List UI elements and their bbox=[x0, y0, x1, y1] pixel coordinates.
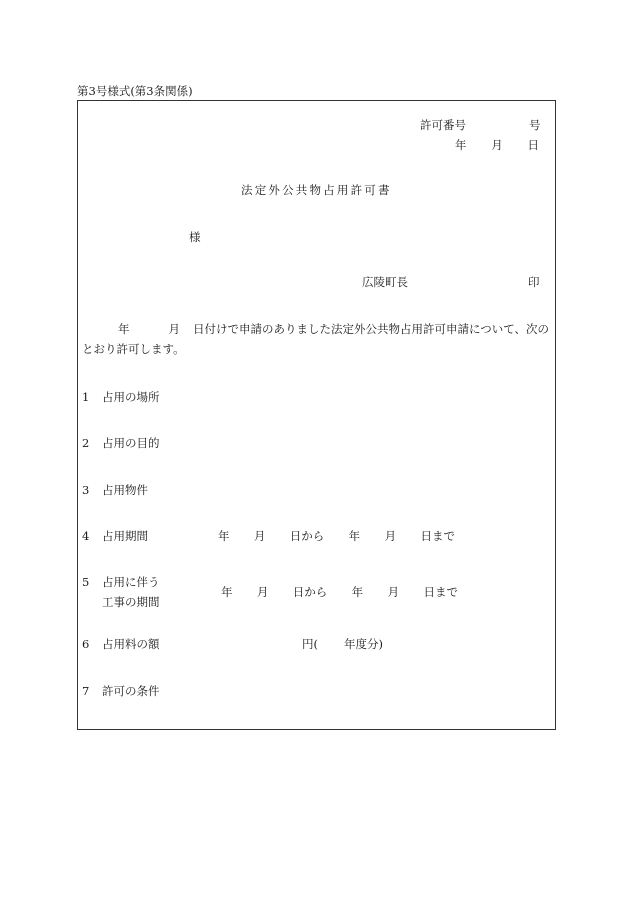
body-text-line-1 bbox=[118, 322, 549, 336]
period-start-month: 月 bbox=[253, 529, 266, 543]
body-text-1: 日付けで申請のありました法定外公共物占用許可申請について、次の bbox=[193, 322, 550, 336]
form-number-label: 第3号様式(第3条関係) bbox=[77, 84, 193, 98]
construction-end-year: 年 bbox=[351, 585, 364, 599]
construction-start-year: 年 bbox=[221, 585, 233, 599]
item-label-occupancy-period: 占用期間 bbox=[102, 529, 148, 543]
construction-end-month: 月 bbox=[387, 585, 400, 599]
permit-number-label: 許可番号 bbox=[420, 118, 466, 132]
seal-mark: 印 bbox=[528, 275, 540, 289]
fee-yen: 円( bbox=[302, 637, 318, 651]
document-title: 法定外公共物占用許可書 bbox=[241, 183, 392, 197]
item-number-5: 5 bbox=[82, 575, 90, 589]
body-text-line-2: とおり許可します。 bbox=[82, 342, 185, 356]
item-label-construction-period-line-1: 占用に伴う bbox=[102, 575, 160, 589]
occupancy-fee-field bbox=[302, 637, 383, 651]
construction-start-month: 月 bbox=[256, 585, 269, 599]
issue-date-day: 日 bbox=[527, 138, 539, 152]
issuer-name: 広陵町長 bbox=[362, 275, 408, 289]
item-label-occupancy-purpose: 占用の目的 bbox=[102, 436, 160, 450]
fee-fiscal-year: 年度分) bbox=[344, 637, 383, 651]
period-end-month: 月 bbox=[384, 529, 397, 543]
issue-date-year: 年 bbox=[455, 138, 467, 152]
occupancy-period-fields bbox=[218, 529, 455, 543]
item-label-occupancy-location: 占用の場所 bbox=[102, 390, 160, 404]
application-year: 年 bbox=[118, 322, 130, 336]
addressee-suffix: 様 bbox=[189, 230, 201, 244]
item-label-occupancy-fee: 占用料の額 bbox=[102, 637, 160, 651]
item-number-2: 2 bbox=[82, 436, 90, 450]
construction-end-day: 日まで bbox=[423, 585, 458, 599]
item-number-1: 1 bbox=[82, 390, 90, 404]
period-end-year: 年 bbox=[348, 529, 361, 543]
item-label-occupancy-object: 占用物件 bbox=[102, 483, 148, 497]
application-month: 月 bbox=[168, 322, 180, 336]
period-start-day: 日から bbox=[289, 529, 325, 543]
item-label-permit-conditions: 許可の条件 bbox=[102, 684, 160, 698]
item-label-construction-period-line-2: 工事の期間 bbox=[102, 595, 160, 609]
permit-number-suffix: 号 bbox=[529, 118, 541, 132]
period-start-year: 年 bbox=[218, 529, 230, 543]
item-number-4: 4 bbox=[82, 529, 90, 543]
item-number-6: 6 bbox=[82, 637, 90, 651]
construction-start-day: 日から bbox=[292, 585, 328, 599]
item-number-3: 3 bbox=[82, 483, 90, 497]
item-number-7: 7 bbox=[82, 684, 90, 698]
period-end-day: 日まで bbox=[420, 529, 455, 543]
issue-date-month: 月 bbox=[491, 138, 503, 152]
issue-date bbox=[455, 138, 539, 152]
construction-period-fields bbox=[221, 585, 458, 599]
